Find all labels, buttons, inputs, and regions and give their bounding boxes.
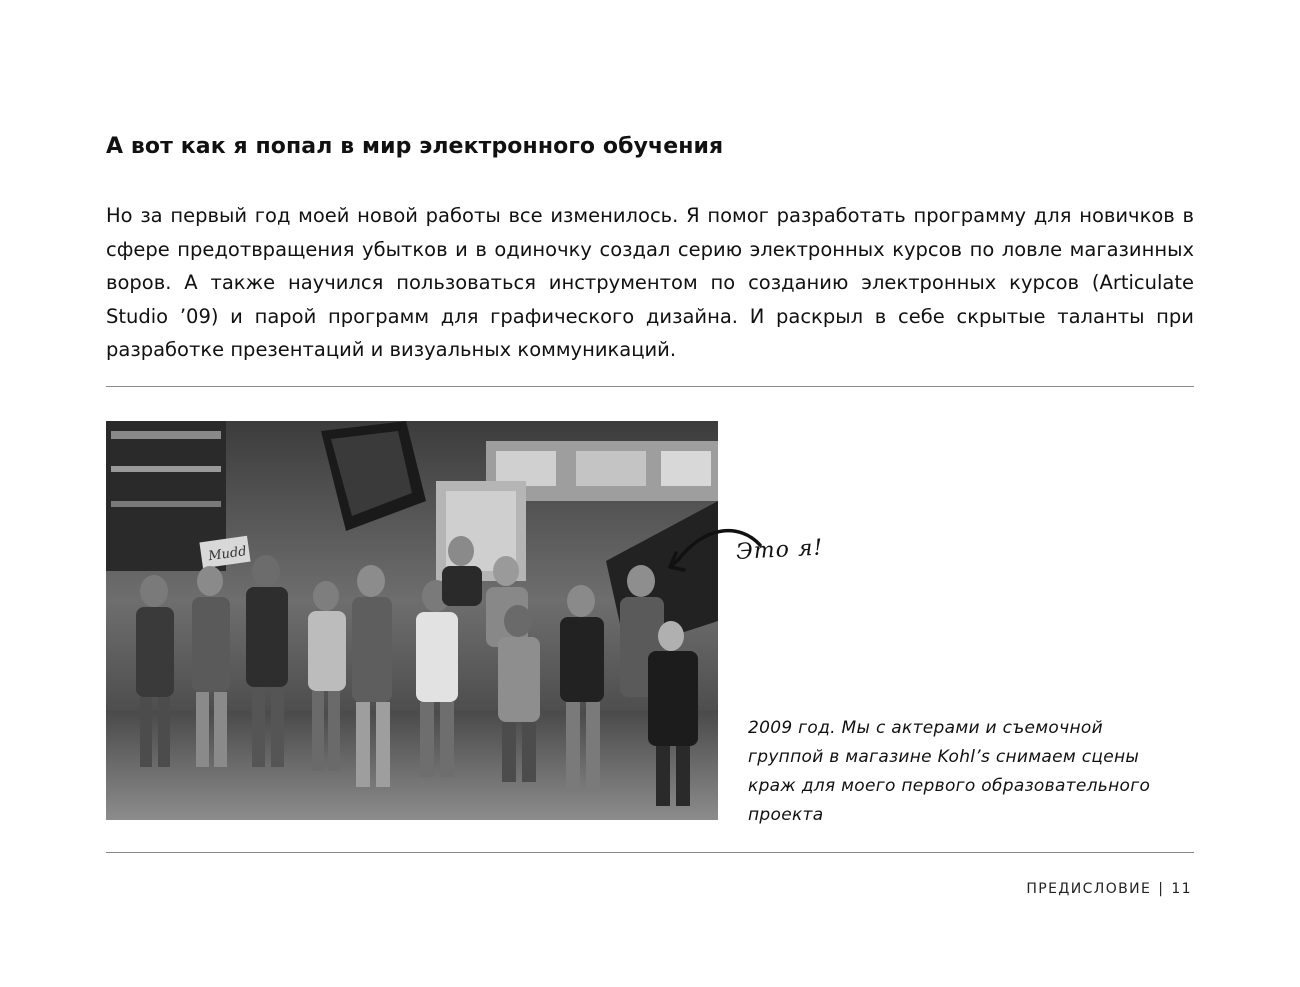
page-footer bbox=[1026, 881, 1192, 897]
body-paragraph: Но за первый год моей новой работы все изменилось. Я помог разработать программу для новичков в сфере предотвращения убытков и в одиночку создал серию электронных курсов по ловле магазинных воров. А также научился пользоваться инструментом по созданию электронных курсов (Articulate Studio ’09) и парой программ для графического дизайна. И раскрыл в себе скрытые таланты при разработке презентаций и визуальных коммуникаций. bbox=[106, 204, 1194, 361]
store-sign: Mudd bbox=[207, 544, 248, 565]
photo-caption: 2009 год. Мы с актерами и съемочной группой в магазине Kohl’s снимаем сцены краж для моего первого образовательного проекта bbox=[748, 718, 1151, 825]
footer-separator: | bbox=[1158, 881, 1165, 897]
page-number: 11 bbox=[1171, 881, 1192, 897]
group-photo bbox=[106, 421, 718, 820]
section-heading: А вот как я попал в мир электронного обучения bbox=[106, 134, 724, 159]
bottom-divider bbox=[106, 852, 1194, 853]
footer-section: ПРЕДИСЛОВИЕ bbox=[1026, 881, 1152, 897]
annotation-label: Это я! bbox=[735, 535, 824, 565]
top-divider bbox=[106, 386, 1194, 387]
